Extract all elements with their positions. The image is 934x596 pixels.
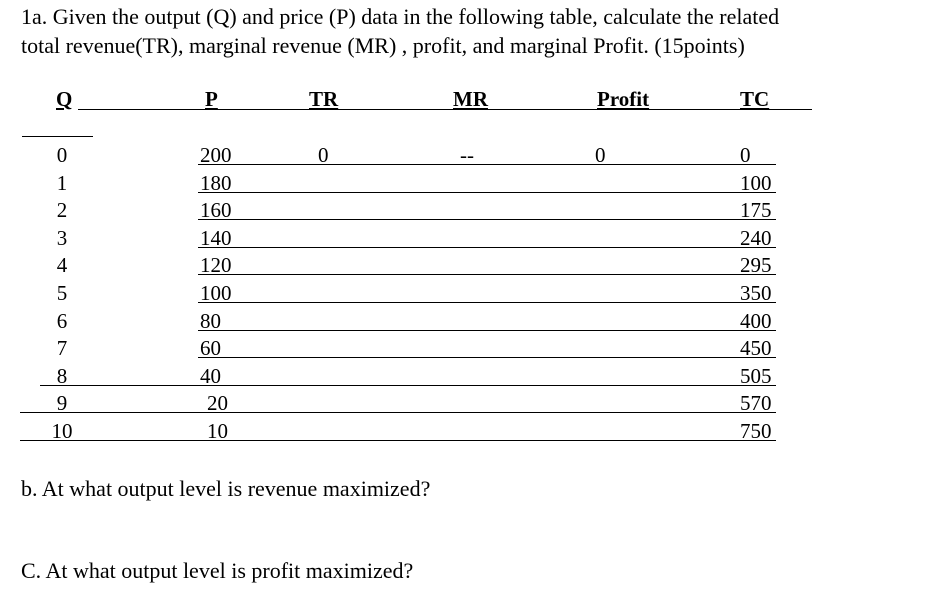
cell-tc: 240 bbox=[740, 225, 772, 250]
row-rule bbox=[198, 357, 776, 358]
cell-p: 200 bbox=[200, 143, 232, 167]
cell-mr: -- bbox=[460, 143, 474, 167]
cell-p: 160 bbox=[200, 198, 232, 223]
cell-tc: 505 bbox=[740, 363, 772, 388]
cell-p: 180 bbox=[200, 170, 232, 195]
question-c: C. At what output level is profit maximized? bbox=[21, 558, 414, 583]
cell-p: 100 bbox=[200, 281, 232, 305]
cell-tc: 570 bbox=[740, 391, 772, 416]
cell-q: 4 bbox=[56, 253, 68, 278]
cell-q: 0 bbox=[56, 143, 68, 167]
row-rule bbox=[198, 302, 776, 303]
row-rule bbox=[198, 247, 776, 248]
question-1a-line-1: 1a. Given the output (Q) and price (P) data in the following table, calculate the related bbox=[21, 4, 780, 29]
cell-tc: 400 bbox=[740, 308, 772, 333]
header-mr: MR bbox=[453, 87, 488, 111]
cell-q: 1 bbox=[56, 170, 68, 195]
cell-tc: 295 bbox=[740, 253, 772, 278]
row-rule bbox=[20, 440, 776, 441]
header-rule bbox=[78, 109, 812, 110]
cell-profit: 0 bbox=[595, 143, 606, 167]
cell-p: 60 bbox=[200, 336, 221, 361]
question-1a-line-2: total revenue(TR), marginal revenue (MR) , profit, and marginal Profit. (15points) bbox=[21, 33, 745, 58]
row-rule bbox=[198, 330, 776, 331]
cell-q: 10 bbox=[51, 419, 73, 443]
row-rule bbox=[198, 274, 776, 275]
row-rule bbox=[20, 412, 776, 413]
header-q: Q bbox=[56, 87, 73, 111]
row-rule bbox=[40, 385, 776, 386]
cell-q: 9 bbox=[56, 391, 68, 416]
cell-tc: 750 bbox=[740, 419, 772, 443]
cell-p: 120 bbox=[200, 253, 232, 278]
cell-tc: 100 bbox=[740, 170, 772, 195]
header-tc: TC bbox=[740, 87, 770, 111]
cell-q: 8 bbox=[56, 363, 68, 388]
question-b: b. At what output level is revenue maximized? bbox=[21, 476, 431, 501]
cell-tc: 450 bbox=[740, 336, 772, 361]
cell-p: 40 bbox=[200, 363, 221, 388]
q-column-rule bbox=[22, 136, 93, 137]
cell-p: 140 bbox=[200, 225, 232, 250]
cell-q: 7 bbox=[56, 336, 68, 361]
cell-p: 10 bbox=[207, 419, 228, 443]
cell-q: 2 bbox=[56, 198, 68, 223]
cell-q: 5 bbox=[56, 281, 68, 305]
header-p: P bbox=[205, 87, 218, 111]
row-rule bbox=[198, 164, 776, 165]
header-profit: Profit bbox=[597, 87, 650, 111]
cell-p: 80 bbox=[200, 308, 221, 333]
cell-tr: 0 bbox=[318, 143, 329, 167]
cell-tc: 175 bbox=[740, 198, 772, 223]
row-rule bbox=[198, 219, 776, 220]
cell-q: 3 bbox=[56, 225, 68, 250]
cell-p: 20 bbox=[207, 391, 228, 416]
row-rule bbox=[198, 192, 776, 193]
cell-tc: 0 bbox=[740, 143, 751, 167]
header-tr: TR bbox=[309, 87, 339, 111]
cell-tc: 350 bbox=[740, 281, 772, 305]
cell-q: 6 bbox=[56, 308, 68, 333]
